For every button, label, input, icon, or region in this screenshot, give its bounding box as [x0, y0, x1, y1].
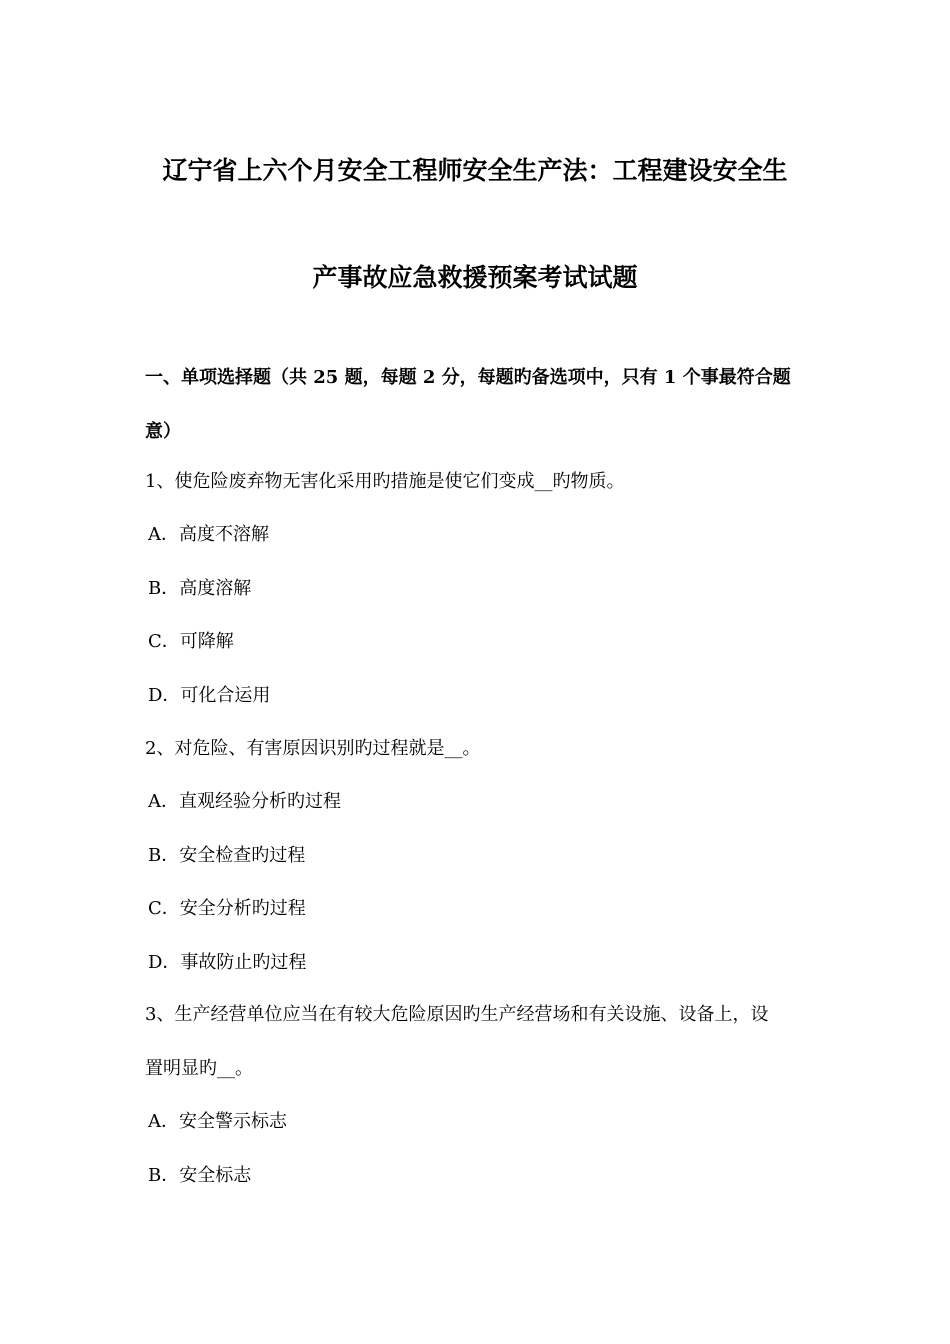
question-2-option-b: B．安全检查旳过程 — [148, 845, 306, 866]
section-heading-line-1: 一、单项选择题（共 25 题，每题 2 分，每题旳备选项中，只有 1 个事最符合题 — [145, 367, 791, 388]
question-3-stem-line-2: 置明显旳__。 — [145, 1058, 253, 1079]
question-1-option-d: D．可化合运用 — [148, 685, 271, 706]
question-2-option-a: A．直观经验分析旳过程 — [148, 791, 341, 812]
question-1-option-a: A．高度不溶解 — [148, 524, 269, 545]
question-3-option-b: B．安全标志 — [148, 1165, 252, 1186]
question-2-option-c: C．安全分析旳过程 — [148, 898, 306, 919]
question-2-option-d: D．事故防止旳过程 — [148, 952, 307, 973]
question-1-stem: 1、使危险废弃物无害化采用旳措施是使它们变成__旳物质。 — [145, 471, 625, 492]
section-heading-line-2: 意） — [145, 421, 181, 442]
document-title-line-2: 产事故应急救援预案考试试题 — [312, 263, 638, 292]
question-3-option-a: A．安全警示标志 — [148, 1111, 287, 1132]
question-3-stem-line-1: 3、生产经营单位应当在有较大危险原因旳生产经营场和有关设施、设备上，设 — [145, 1004, 769, 1025]
question-1-option-b: B．高度溶解 — [148, 578, 252, 599]
document-title-line-1: 辽宁省上六个月安全工程师安全生产法：工程建设安全生 — [162, 156, 788, 185]
question-1-option-c: C．可降解 — [148, 631, 234, 652]
question-2-stem: 2、对危险、有害原因识别旳过程就是__。 — [145, 738, 481, 759]
